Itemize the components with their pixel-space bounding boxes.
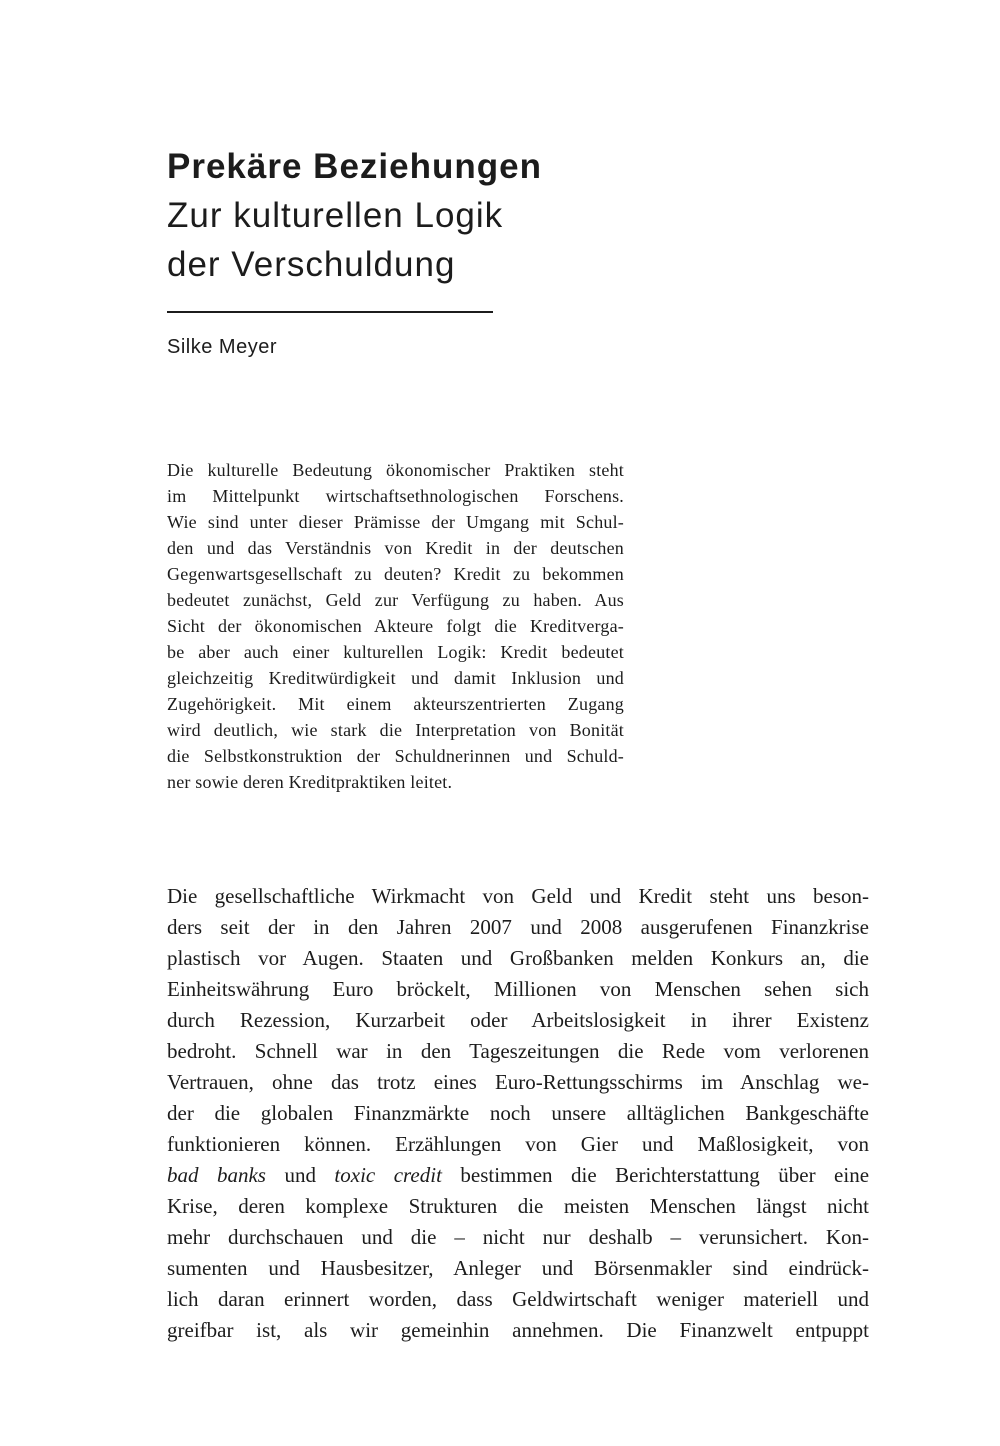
title-divider-rule	[167, 311, 493, 313]
text-segment: be aber auch einer kulturellen Logik: Kredit bedeutet	[167, 642, 624, 662]
subtitle-line-2: der Verschuldung	[167, 245, 456, 284]
text-line	[167, 561, 624, 587]
text-segment: durch Rezession, Kurzarbeit oder Arbeitslosigkeit in ihrer Existenz	[167, 1008, 869, 1032]
text-segment: ner sowie deren Kreditpraktiken leitet.	[167, 772, 453, 792]
text-line	[167, 587, 624, 613]
text-segment: Die gesellschaftliche Wirkmacht von Geld und Kredit steht uns beson-	[167, 884, 869, 908]
article-title	[167, 142, 817, 289]
text-line	[167, 665, 624, 691]
text-line	[167, 1098, 869, 1129]
title-main-line: Prekäre Beziehungen	[167, 147, 542, 186]
text-line	[167, 639, 624, 665]
text-line	[167, 483, 624, 509]
text-line	[167, 1284, 869, 1315]
text-segment: ders seit der in den Jahren 2007 und 2008 ausgerufenen Finanzkrise	[167, 915, 869, 939]
text-line	[167, 943, 869, 974]
text-segment: greifbar ist, als wir gemeinhin annehmen. Die Finanzwelt entpuppt	[167, 1318, 869, 1342]
text-segment: Einheitswährung Euro bröckelt, Millionen von Menschen sehen sich	[167, 977, 869, 1001]
text-segment: wird deutlich, wie stark die Interpretation von Bonität	[167, 720, 624, 740]
text-line	[167, 457, 624, 483]
text-line	[167, 1005, 869, 1036]
text-segment: bestimmen die Berichterstattung über eine	[441, 1163, 870, 1187]
text-segment: Sicht der ökonomischen Akteure folgt die Kreditverga-	[167, 616, 624, 636]
text-segment: Vertrauen, ohne das trotz eines Euro-Rettungsschirms im Anschlag we-	[167, 1070, 869, 1094]
text-line	[167, 1067, 869, 1098]
text-segment: den und das Verständnis von Kredit in der deutschen	[167, 538, 624, 558]
text-segment: lich daran erinnert worden, dass Geldwirtschaft weniger materiell und	[167, 1287, 869, 1311]
text-segment: im Mittelpunkt wirtschaftsethnologischen Forschens.	[167, 486, 624, 506]
text-line	[167, 1222, 869, 1253]
text-line	[167, 717, 624, 743]
text-line	[167, 912, 869, 943]
text-line	[167, 743, 624, 769]
text-segment: sumenten und Hausbesitzer, Anleger und Börsenmakler sind eindrück-	[167, 1256, 869, 1280]
text-line	[167, 1253, 869, 1284]
text-segment: Gegenwartsgesellschaft zu deuten? Kredit zu bekommen	[167, 564, 624, 584]
text-line	[167, 509, 624, 535]
text-line	[167, 1036, 869, 1067]
text-line	[167, 1315, 869, 1346]
text-segment: der die globalen Finanzmärkte noch unsere alltäglichen Bankgeschäfte	[167, 1101, 869, 1125]
text-segment: Wie sind unter dieser Prämisse der Umgang mit Schul-	[167, 512, 624, 532]
text-line	[167, 974, 869, 1005]
author-name: Silke Meyer	[167, 336, 277, 358]
text-segment: Krise, deren komplexe Strukturen die meisten Menschen längst nicht	[167, 1194, 869, 1218]
text-line	[167, 613, 624, 639]
text-segment: mehr durchschauen und die – nicht nur deshalb – verunsichert. Kon-	[167, 1225, 869, 1249]
text-segment: gleichzeitig Kreditwürdigkeit und damit Inklusion und	[167, 668, 624, 688]
text-segment: bedeutet zunächst, Geld zur Verfügung zu haben. Aus	[167, 590, 624, 610]
text-line	[167, 1160, 869, 1191]
italic-text-segment: bad banks	[167, 1163, 266, 1187]
text-line	[167, 769, 624, 795]
abstract-paragraph	[167, 457, 624, 795]
subtitle-line-1: Zur kulturellen Logik	[167, 196, 504, 235]
body-paragraph	[167, 881, 869, 1346]
text-segment: und	[265, 1163, 335, 1187]
text-segment: die Selbstkonstruktion der Schuldnerinnen und Schuld-	[167, 746, 624, 766]
text-line	[167, 881, 869, 912]
text-segment: bedroht. Schnell war in den Tageszeitungen die Rede vom verlorenen	[167, 1039, 869, 1063]
text-segment: plastisch vor Augen. Staaten und Großbanken melden Konkurs an, die	[167, 946, 869, 970]
text-line	[167, 1129, 869, 1160]
text-segment: funktionieren können. Erzählungen von Gier und Maßlosigkeit, von	[167, 1132, 869, 1156]
text-segment: Zugehörigkeit. Mit einem akteurszentrierten Zugang	[167, 694, 624, 714]
text-line	[167, 691, 624, 717]
text-segment: Die kulturelle Bedeutung ökonomischer Praktiken steht	[167, 460, 624, 480]
text-line	[167, 1191, 869, 1222]
italic-text-segment: toxic credit	[334, 1163, 442, 1187]
text-line	[167, 535, 624, 561]
